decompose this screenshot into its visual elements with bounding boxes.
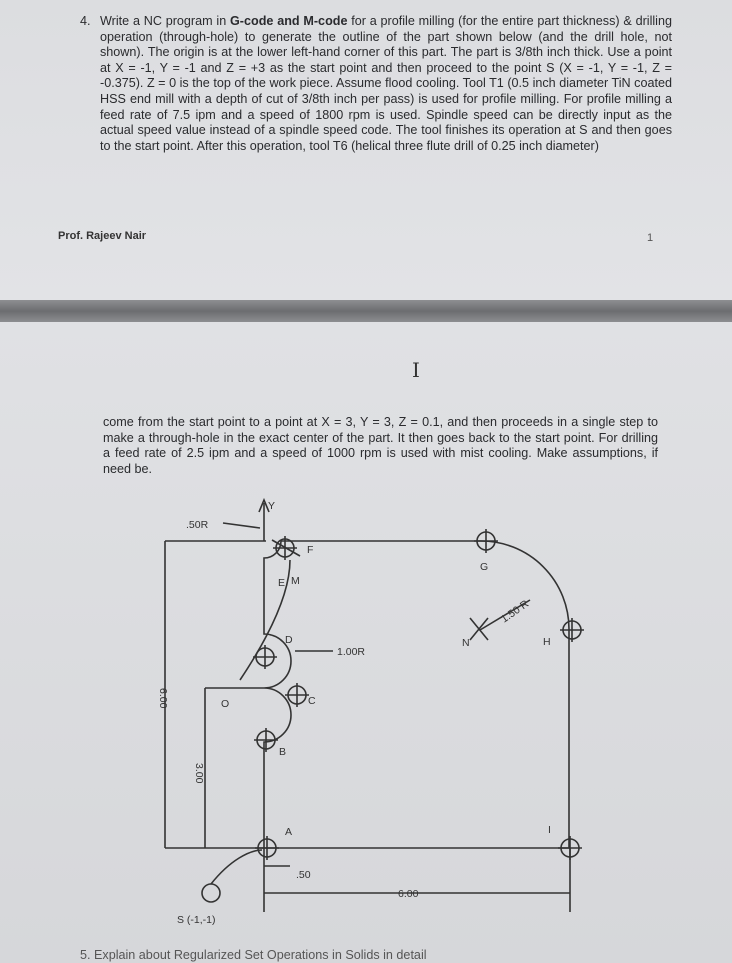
label-d: D <box>285 634 293 646</box>
r50-leader <box>223 523 260 528</box>
author-footer: Prof. Rajeev Nair <box>58 230 147 242</box>
label-s-point: S (-1,-1) <box>177 914 216 926</box>
label-r50: .50R <box>186 519 209 531</box>
label-m: M <box>291 575 300 587</box>
tool-position-s <box>202 884 220 902</box>
question-continuation: come from the start point to a point at X = 3, Y = 3, Z = 0.1, and then proceeds in a single step to make a through-hole in the exact center of the part. It then goes back to the start point. For drilling a feed rate of 2.5 ipm and a speed of 1000 rpm is used with mist cooling. Make assumptions, if need be. <box>103 415 658 476</box>
approach-path <box>211 850 262 884</box>
label-o: O <box>221 698 230 710</box>
label-a: A <box>285 826 293 838</box>
label-y-axis: Y <box>268 500 276 512</box>
label-g: G <box>480 561 489 573</box>
label-dim-050: .50 <box>296 869 311 881</box>
label-dim-3: 3.00 <box>193 763 205 784</box>
question-number: 4. <box>80 14 91 28</box>
page-number: 1 <box>647 232 654 244</box>
label-dim-6-bottom: 6.00 <box>398 888 419 900</box>
label-r150: 1.50 R <box>498 597 532 626</box>
text-cursor-icon: I <box>412 358 420 382</box>
label-h: H <box>543 636 551 648</box>
gcode-emphasis: G-code and M-code <box>230 14 348 28</box>
next-question-partial: 5. Explain about Regularized Set Operations in Solids in detail <box>80 948 427 962</box>
question-text: Write a NC program in G-code and M-code for a profile milling (for the entire part thickness) & drilling operation (through-hole) to generate the outline of the part shown below (and the drill hole, not shown). The origin is at the lower left-hand corner of this part. The part is 3/8th inch thick. Use a point at X = -1, Y = -1 and Z = +3 as the start point and then proceed to the point S (X = -1, Y = -1, Z = -0.375). Z = 0 is the top of the work piece. Assume flood cooling. Tool T1 (0.5 inch diameter TiN coated HSS end mill with a depth of cut of 3/8th inch per pass) is used for profile milling. For profile milling a feed rate of 7.5 ipm and a speed of 1800 rpm is used. Spindle speed can be directly input as the actual speed value instead of a spindle speed code. The tool finishes its operation at S and then goes to the start point. After this operation, tool T6 (helical three flute drill of 0.25 inch diameter) <box>100 14 672 153</box>
label-r100: 1.00R <box>337 646 366 658</box>
label-c: C <box>308 695 316 707</box>
label-i: I <box>548 824 551 836</box>
label-n: N <box>462 637 470 649</box>
label-f: F <box>307 544 314 556</box>
label-e: E <box>278 577 286 589</box>
label-dim-6: 6.00 <box>157 688 169 709</box>
label-b: B <box>279 746 287 758</box>
